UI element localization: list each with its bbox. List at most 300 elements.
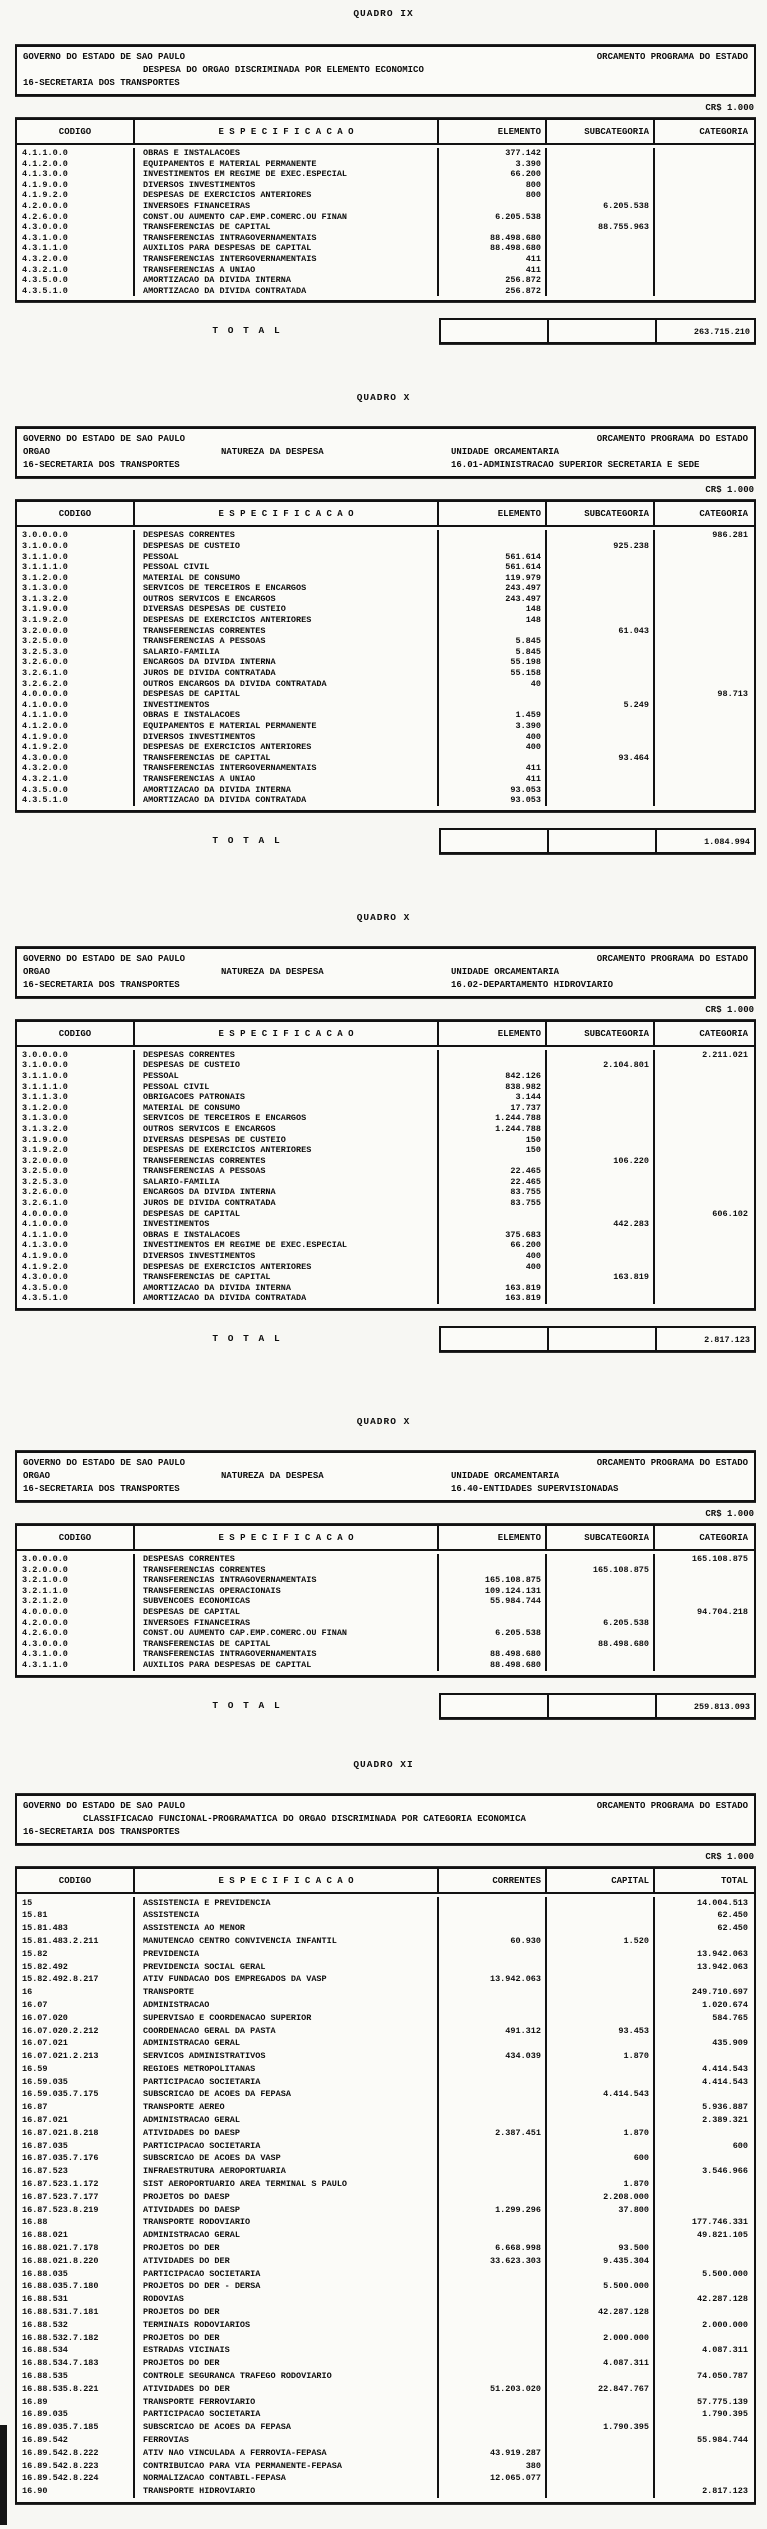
value-cell [655, 1639, 752, 1650]
codigo-cell: 3.1.3.0.0 [17, 583, 135, 594]
table-row [17, 1272, 754, 1283]
table-row [17, 763, 754, 774]
column-header: CATEGORIA [699, 1028, 748, 1039]
table-row [17, 2088, 754, 2101]
value-cell [439, 201, 547, 212]
value-cell [547, 1145, 655, 1156]
table-row [17, 1565, 754, 1576]
column-header: E S P E C I F I C A C A O [135, 1526, 439, 1549]
table-subject: DESPESA DO ORGAO DISCRIMINADA POR ELEMENTO ECONOMICO [143, 65, 424, 75]
value-cell: 62.450 [717, 1910, 748, 1921]
value-cell: 88.498.680 [439, 233, 547, 244]
value-cell [547, 286, 655, 297]
especificacao-cell: DESPESAS CORRENTES [135, 1554, 439, 1565]
especificacao-cell: DESPESAS DE CAPITAL [135, 1607, 439, 1618]
value-cell [655, 2332, 752, 2345]
codigo-cell: 3.0.0.0.0 [17, 530, 135, 541]
data-table [15, 1524, 756, 1677]
value-cell [547, 2268, 655, 2281]
codigo-cell: 4.0.0.0.0 [17, 689, 135, 700]
especificacao-cell: AMORTIZACAO DA DIVIDA CONTRATADA [135, 1293, 439, 1304]
value-cell [655, 1082, 752, 1093]
value-cell: 22.465 [439, 1166, 547, 1177]
especificacao-cell: TRANSFERENCIAS INTERGOVERNAMENTAIS [135, 254, 439, 265]
especificacao-cell: TRANSFERENCIAS DE CAPITAL [135, 753, 439, 764]
codigo-cell: 3.2.1.0.0 [17, 1575, 135, 1586]
value-cell [547, 2216, 655, 2229]
especificacao-cell: TRANSFERENCIAS INTRAGOVERNAMENTAIS [135, 233, 439, 244]
especificacao-cell: EQUIPAMENTOS E MATERIAL PERMANENTE [135, 159, 439, 170]
codigo-cell: 16.59 [17, 2063, 135, 2076]
value-cell: 150 [439, 1135, 547, 1146]
table-row [17, 2396, 754, 2409]
table-row [17, 1283, 754, 1294]
codigo-cell: 4.1.9.0.0 [17, 1251, 135, 1262]
table-row [17, 2140, 754, 2153]
value-cell [547, 657, 655, 668]
value-cell [655, 742, 752, 753]
value-cell: 377.142 [439, 148, 547, 159]
value-cell [547, 1198, 655, 1209]
natureza-label: NATUREZA DA DESPESA [221, 966, 324, 977]
organ-name: 16-SECRETARIA DOS TRANSPORTES [23, 460, 180, 471]
table-row [17, 201, 754, 212]
value-cell: 163.819 [439, 1283, 547, 1294]
codigo-cell: 3.1.1.1.0 [17, 562, 135, 573]
value-cell: 600 [547, 2152, 655, 2165]
value-cell: 3.390 [439, 721, 547, 732]
value-cell [547, 1113, 655, 1124]
codigo-cell: 16.90 [17, 2485, 135, 2498]
value-cell [547, 1986, 655, 1999]
organ-name: 16-SECRETARIA DOS TRANSPORTES [23, 78, 180, 88]
value-cell: 6.205.538 [547, 1618, 655, 1629]
quadro-title: QUADRO X [356, 911, 411, 923]
table-row [17, 2037, 754, 2050]
value-cell: 94.704.218 [696, 1606, 748, 1617]
table-row [17, 604, 754, 615]
value-cell [655, 1565, 752, 1576]
table-row [17, 615, 754, 626]
especificacao-cell: TRANSFERENCIAS INTRAGOVERNAMENTAIS [135, 1649, 439, 1660]
total-label: T O T A L [212, 325, 282, 337]
header-box [15, 1451, 756, 1502]
value-cell [655, 1230, 752, 1241]
quadro-title: QUADRO X [356, 392, 411, 404]
table-row [17, 1973, 754, 1986]
value-cell [655, 562, 752, 573]
codigo-cell: 16.87.523.8.219 [17, 2204, 135, 2217]
value-cell [547, 689, 655, 700]
especificacao-cell: ESTRADAS VICINAIS [135, 2344, 439, 2357]
value-cell: 13.942.063 [696, 1961, 748, 1972]
especificacao-cell: DESPESAS DE CUSTEIO [135, 1060, 439, 1071]
value-cell: 2.208.000 [547, 2191, 655, 2204]
especificacao-cell: DESPESAS DE EXERCICIOS ANTERIORES [135, 1262, 439, 1273]
especificacao-cell: ADMINISTRACAO GERAL [135, 2037, 439, 2050]
value-cell: 842.126 [439, 1071, 547, 1082]
especificacao-cell: DESPESAS DE EXERCICIOS ANTERIORES [135, 190, 439, 201]
codigo-cell: 3.1.9.2.0 [17, 615, 135, 626]
especificacao-cell: TRANSFERENCIAS A UNIAO [135, 265, 439, 276]
value-cell: 93.053 [439, 795, 547, 806]
value-cell: 2.211.021 [702, 1049, 748, 1060]
value-cell: 249.710.697 [691, 1987, 748, 1998]
table-row [17, 2344, 754, 2357]
value-cell [439, 1219, 547, 1230]
codigo-cell: 16.88.532.7.182 [17, 2332, 135, 2345]
especificacao-cell: PROJETOS DO DAESP [135, 2191, 439, 2204]
value-cell [547, 1230, 655, 1241]
especificacao-cell: TRANSFERENCIAS CORRENTES [135, 1565, 439, 1576]
codigo-cell: 4.2.0.0.0 [17, 1618, 135, 1629]
value-cell: 561.614 [439, 562, 547, 573]
value-cell [655, 1240, 752, 1251]
value-cell [655, 1618, 752, 1629]
value-cell: 88.498.680 [439, 1649, 547, 1660]
especificacao-cell: OBRIGACOES PATRONAIS [135, 1092, 439, 1103]
value-cell [439, 530, 547, 541]
value-cell [655, 1628, 752, 1639]
table-row [17, 636, 754, 647]
value-cell: 93.053 [439, 785, 547, 796]
value-cell [655, 2306, 752, 2319]
value-cell [655, 594, 752, 605]
value-cell [439, 2370, 547, 2383]
especificacao-cell: ADMINISTRACAO GERAL [135, 2229, 439, 2242]
especificacao-cell: SERVICOS DE TERCEIROS E ENCARGOS [135, 583, 439, 594]
value-cell [439, 2421, 547, 2434]
especificacao-cell: PARTICIPACAO SOCIETARIA [135, 2268, 439, 2281]
value-cell [439, 2357, 547, 2370]
column-header: E S P E C I F I C A C A O [135, 1869, 439, 1892]
codigo-cell: 15.81.483 [17, 1922, 135, 1935]
especificacao-cell: PREVIDENCIA SOCIAL GERAL [135, 1961, 439, 1974]
column-header-row [17, 1022, 754, 1047]
value-cell [547, 1166, 655, 1177]
value-cell [439, 2293, 547, 2306]
especificacao-cell: ENCARGOS DA DIVIDA INTERNA [135, 1187, 439, 1198]
value-cell: 17.737 [439, 1103, 547, 1114]
value-cell: 400 [439, 1262, 547, 1273]
especificacao-cell: RODOVIAS [135, 2293, 439, 2306]
codigo-cell: 15.81.483.2.211 [17, 1935, 135, 1948]
value-cell [655, 1973, 752, 1986]
codigo-cell: 4.1.9.2.0 [17, 742, 135, 753]
value-cell [655, 2204, 752, 2217]
especificacao-cell: SALARIO-FAMILIA [135, 647, 439, 658]
table-row [17, 1660, 754, 1671]
value-cell [439, 2140, 547, 2153]
value-cell [547, 243, 655, 254]
codigo-cell: 3.1.3.2.0 [17, 594, 135, 605]
value-cell [655, 668, 752, 679]
table-row [17, 530, 754, 541]
especificacao-cell: INVESTIMENTOS EM REGIME DE EXEC.ESPECIAL [135, 1240, 439, 1251]
value-cell [547, 774, 655, 785]
value-cell [547, 254, 655, 265]
table-row [17, 795, 754, 806]
codigo-cell: 16.87.035 [17, 2140, 135, 2153]
value-cell: 37.800 [547, 2204, 655, 2217]
value-cell [439, 2114, 547, 2127]
codigo-cell: 4.3.1.1.0 [17, 243, 135, 254]
value-cell [439, 2485, 547, 2498]
especificacao-cell: ATIVIDADES DO DAESP [135, 2127, 439, 2140]
value-cell: 3.546.966 [702, 2166, 748, 2177]
quadro-ix-section [0, 0, 767, 344]
value-cell [439, 2396, 547, 2409]
table-row [17, 721, 754, 732]
value-cell: 148 [439, 604, 547, 615]
column-header: SUBCATEGORIA [547, 120, 655, 143]
table-row [17, 1986, 754, 1999]
value-cell [547, 1999, 655, 2012]
value-cell [439, 1050, 547, 1061]
value-cell [655, 2383, 752, 2396]
value-cell: 1.790.395 [547, 2421, 655, 2434]
quadro-x-1601-section [0, 344, 767, 853]
value-cell [439, 2319, 547, 2332]
value-cell [547, 2370, 655, 2383]
value-cell [547, 2434, 655, 2447]
codigo-cell: 16.88.035 [17, 2268, 135, 2281]
value-cell: 6.205.538 [547, 201, 655, 212]
codigo-cell: 4.3.5.1.0 [17, 795, 135, 806]
value-cell: 411 [439, 763, 547, 774]
especificacao-cell: PROJETOS DO DER [135, 2306, 439, 2319]
currency-note: CR$ 1.000 [705, 103, 754, 113]
table-row [17, 1922, 754, 1935]
codigo-cell: 15.82.492.8.217 [17, 1973, 135, 1986]
codigo-cell: 4.2.6.0.0 [17, 1628, 135, 1639]
value-cell [655, 1156, 752, 1167]
codigo-cell: 4.3.0.0.0 [17, 753, 135, 764]
codigo-cell: 4.1.9.0.0 [17, 732, 135, 743]
value-cell: 148 [439, 615, 547, 626]
table-row [17, 583, 754, 594]
especificacao-cell: TRANSFERENCIAS CORRENTES [135, 626, 439, 637]
especificacao-cell: DESPESAS DE CAPITAL [135, 1209, 439, 1220]
value-cell [547, 573, 655, 584]
codigo-cell: 3.2.6.0.0 [17, 657, 135, 668]
value-cell [547, 2293, 655, 2306]
value-cell [439, 2344, 547, 2357]
codigo-cell: 4.3.2.0.0 [17, 763, 135, 774]
especificacao-cell: ASSISTENCIA [135, 1909, 439, 1922]
table-row [17, 2293, 754, 2306]
especificacao-cell: MANUTENCAO CENTRO CONVIVENCIA INFANTIL [135, 1935, 439, 1948]
value-cell [547, 1082, 655, 1093]
codigo-cell: 3.2.5.3.0 [17, 647, 135, 658]
column-header: E S P E C I F I C A C A O [135, 502, 439, 525]
value-cell: 109.124.131 [439, 1586, 547, 1597]
value-cell: 400 [439, 732, 547, 743]
value-cell [439, 1922, 547, 1935]
table-row [17, 2191, 754, 2204]
value-cell [439, 2280, 547, 2293]
especificacao-cell: SUPERVISAO E COORDENACAO SUPERIOR [135, 2012, 439, 2025]
table-row [17, 2204, 754, 2217]
table-row [17, 2319, 754, 2332]
value-cell [439, 1156, 547, 1167]
value-cell [655, 190, 752, 201]
column-header: SUBCATEGORIA [547, 1022, 655, 1045]
table-row [17, 1092, 754, 1103]
value-cell: 4.414.543 [702, 2063, 748, 2074]
budget-program-title: ORCAMENTO PROGRAMA DO ESTADO [596, 52, 748, 62]
value-cell [547, 159, 655, 170]
especificacao-cell: ASSISTENCIA AO MENOR [135, 1922, 439, 1935]
table-row [17, 2076, 754, 2089]
codigo-cell: 4.3.2.1.0 [17, 265, 135, 276]
column-header: ELEMENTO [439, 502, 547, 525]
value-cell [655, 2088, 752, 2101]
value-cell [439, 1999, 547, 2012]
especificacao-cell: TRANSPORTE RODOVIARIO [135, 2216, 439, 2229]
value-cell: 13.942.063 [696, 1948, 748, 1959]
codigo-cell: 15.81 [17, 1909, 135, 1922]
value-cell [655, 657, 752, 668]
value-cell: 42.287.128 [696, 2294, 748, 2305]
quadro-xi-section [0, 1719, 767, 2504]
table-row [17, 2383, 754, 2396]
total-elemento-cell [441, 320, 549, 342]
value-cell [655, 222, 752, 233]
table-row [17, 774, 754, 785]
value-cell [547, 679, 655, 690]
codigo-cell: 4.3.2.0.0 [17, 254, 135, 265]
codigo-cell: 16.87.035.7.176 [17, 2152, 135, 2165]
value-cell: 1.244.788 [439, 1113, 547, 1124]
value-cell [547, 1251, 655, 1262]
value-cell: 55.198 [439, 657, 547, 668]
value-cell [655, 2191, 752, 2204]
codigo-cell: 3.1.1.3.0 [17, 1092, 135, 1103]
value-cell [655, 1649, 752, 1660]
value-cell [655, 604, 752, 615]
total-elemento-cell [441, 1695, 549, 1717]
value-cell: 411 [439, 254, 547, 265]
especificacao-cell: DIVERSOS INVESTIMENTOS [135, 1251, 439, 1262]
value-cell [439, 2076, 547, 2089]
table-row [17, 594, 754, 605]
table-row [17, 1575, 754, 1586]
quadro-x-1640-section [0, 1352, 767, 1719]
codigo-cell: 3.2.1.1.0 [17, 1586, 135, 1597]
codigo-cell: 3.2.6.1.0 [17, 668, 135, 679]
value-cell [655, 1251, 752, 1262]
codigo-cell: 16.07.020 [17, 2012, 135, 2025]
value-cell: 243.497 [439, 583, 547, 594]
value-cell [547, 1649, 655, 1660]
total-elemento-cell [441, 830, 549, 852]
value-cell [439, 1909, 547, 1922]
codigo-cell: 3.1.1.0.0 [17, 1071, 135, 1082]
especificacao-cell: SUBSCRICAO DE ACOES DA FEPASA [135, 2088, 439, 2101]
table-body [17, 1894, 754, 2502]
value-cell [547, 785, 655, 796]
value-cell [439, 1272, 547, 1283]
column-header: ELEMENTO [439, 1022, 547, 1045]
header-box [15, 45, 756, 96]
especificacao-cell: INVESTIMENTOS [135, 1219, 439, 1230]
especificacao-cell: INVESTIMENTOS [135, 700, 439, 711]
value-cell [547, 1586, 655, 1597]
especificacao-cell: OBRAS E INSTALACOES [135, 148, 439, 159]
value-cell [439, 689, 547, 700]
value-cell: 163.819 [547, 1272, 655, 1283]
column-header: E S P E C I F I C A C A O [135, 1022, 439, 1045]
value-cell [439, 2101, 547, 2114]
codigo-cell: 16.88.532 [17, 2319, 135, 2332]
codigo-cell: 4.3.1.0.0 [17, 1649, 135, 1660]
budget-program-title: ORCAMENTO PROGRAMA DO ESTADO [596, 434, 748, 445]
value-cell [547, 1177, 655, 1188]
value-cell [547, 2485, 655, 2498]
value-cell [547, 2408, 655, 2421]
especificacao-cell: DESPESAS DE CUSTEIO [135, 541, 439, 552]
value-cell: 61.043 [547, 626, 655, 637]
table-row [17, 1166, 754, 1177]
value-cell [655, 1262, 752, 1273]
codigo-cell: 4.3.5.0.0 [17, 275, 135, 286]
value-cell: 14.004.513 [696, 1897, 748, 1908]
table-row [17, 1251, 754, 1262]
value-cell [439, 1209, 547, 1220]
especificacao-cell: CONST.OU AUMENTO CAP.EMP.COMERC.OU FINAN [135, 212, 439, 223]
natureza-label: NATUREZA DA DESPESA [221, 1471, 324, 1481]
especificacao-cell: JUROS DE DIVIDA CONTRATADA [135, 1198, 439, 1209]
table-row [17, 1209, 754, 1220]
value-cell [655, 2357, 752, 2370]
value-cell: 442.283 [547, 1219, 655, 1230]
table-row [17, 668, 754, 679]
value-cell: 93.453 [547, 2025, 655, 2038]
value-cell [655, 265, 752, 276]
header-box [15, 947, 756, 998]
codigo-cell: 3.2.6.1.0 [17, 1198, 135, 1209]
codigo-cell: 4.1.2.0.0 [17, 159, 135, 170]
codigo-cell: 16.89.542.8.223 [17, 2460, 135, 2473]
codigo-cell: 3.1.1.0.0 [17, 552, 135, 563]
especificacao-cell: INVESTIMENTOS EM REGIME DE EXEC.ESPECIAL [135, 169, 439, 180]
table-row [17, 785, 754, 796]
value-cell: 435.909 [712, 2038, 748, 2049]
government-title: GOVERNO DO ESTADO DE SAO PAULO [23, 1458, 186, 1468]
codigo-cell: 4.1.3.0.0 [17, 1240, 135, 1251]
codigo-cell: 16.87 [17, 2101, 135, 2114]
table-row [17, 541, 754, 552]
value-cell [547, 1961, 655, 1974]
value-cell: 119.979 [439, 573, 547, 584]
value-cell: 66.200 [439, 169, 547, 180]
value-cell: 55.984.744 [696, 2435, 748, 2445]
value-cell [547, 2319, 655, 2332]
value-cell [655, 2460, 752, 2473]
codigo-cell: 16.88.531 [17, 2293, 135, 2306]
value-cell [439, 2306, 547, 2319]
value-cell [547, 530, 655, 541]
value-cell [655, 1177, 752, 1188]
table-row [17, 1961, 754, 1974]
especificacao-cell: ENCARGOS DA DIVIDA INTERNA [135, 657, 439, 668]
table-body [17, 1551, 754, 1675]
especificacao-cell: TRANSFERENCIAS INTERGOVERNAMENTAIS [135, 763, 439, 774]
codigo-cell: 4.3.0.0.0 [17, 1639, 135, 1650]
especificacao-cell: ATIV NAO VINCULADA A FERROVIA-FEPASA [135, 2447, 439, 2460]
value-cell [439, 1639, 547, 1650]
